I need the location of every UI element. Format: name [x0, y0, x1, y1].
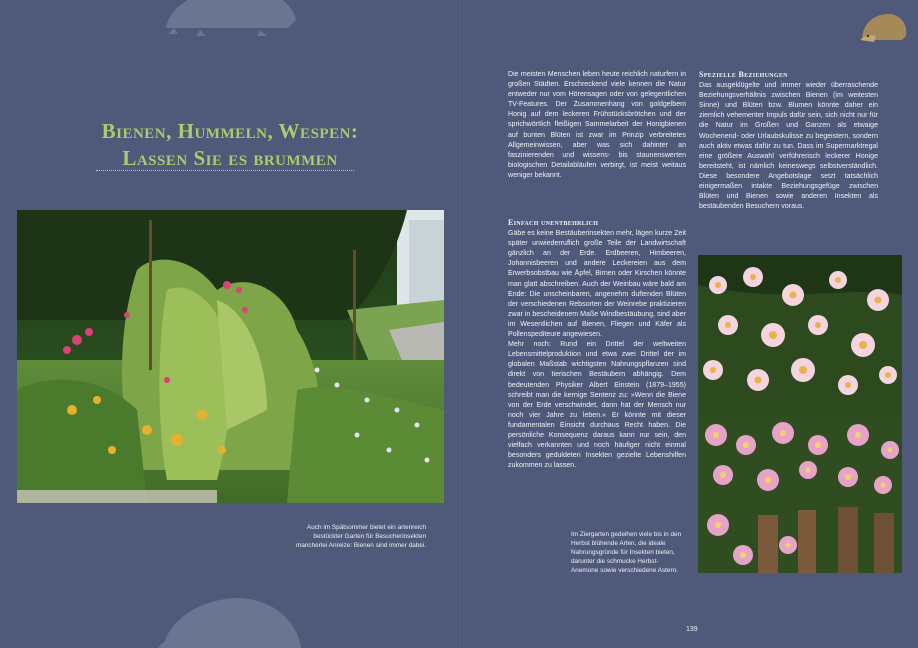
title-divider	[96, 170, 354, 171]
caption-right-line: Nahrungsgründe für Insekten bieten,	[571, 549, 675, 556]
hedgehog-silhouette-top	[160, 0, 300, 36]
hedgehog-silhouette-bottom	[156, 592, 306, 648]
intro-paragraph: Die meisten Menschen leben heute reichlich naturfern in großen Städten. Erschreckend viele kennen die Natur entweder nur vom Hörensagen oder von gelegentlichen TV-Features. Der Zusammenhang von goldgelbem Honig auf dem leckeren Frühstücksbrötchen und der sprichwörtlich fleißigen Sammelarbeit der Honigbienen auf bunten Blüten ist zwar im Prinzip verbreitetes Allgemeinwissen, aber was sich dahinter an faszinierenden und wissens- bis staunenswerten biologischen Detailabläufen verbirgt, ist meist weitaus weniger bekannt.	[508, 71, 686, 179]
section-heading-spezielle: Spezielle Beziehungen	[699, 70, 788, 79]
section-heading-einfach: Einfach unentbehrlich	[508, 218, 599, 227]
caption-right	[571, 530, 681, 575]
caption-right-line: Herbst blühende Arten, die ideale	[571, 540, 666, 547]
caption-left	[296, 523, 426, 550]
garden-photo	[17, 210, 444, 503]
caption-left-line: mancherlei Anreize: Bienen sind immer dabei.	[296, 542, 427, 549]
section1-paragraph-1: Gäbe es keine Bestäuberinsekten mehr, lägen kurze Zeit später unwiederruflich große Teile der Landwirtschaft gänzlich an der Erde. Erdbeeren, Himbeeren, Johannisbeeren und andere Leckereien aus dem Erwerbsobstbau wie Äpfel, Birnen oder Kirschen könnte man glatt abschreiben. Auch der Weinbau wäre bald am Ende: Die unscheinbaren, angenehm duftenden Blüten der verschiedenen Rebsorten der Weinrebe praktizieren zwar in bescheidenem Maße Windbestäubung, sind aber im Wesentlichen auf Bienen, Fliegen und Käfer als Pollenspediteure angewiesen.	[508, 230, 686, 339]
text-column-middle	[508, 70, 686, 181]
text-column-right	[699, 70, 878, 212]
hedgehog-logo-icon	[858, 10, 910, 46]
chapter-title	[60, 118, 400, 172]
aster-photo	[698, 415, 902, 573]
caption-right-line: Anemone sowie verschiedene Astern.	[571, 567, 678, 574]
caption-right-line: Im Ziergarten gedeihen viele bis in den	[571, 531, 682, 538]
caption-left-line: bestückter Garten für Besucherinsekten	[313, 533, 427, 540]
chapter-title-line-2: Lassen Sie es brummen	[122, 146, 338, 170]
caption-left-line: Auch im Spätsommer bietet ein artenreich	[307, 524, 427, 531]
text-column-middle-lower	[508, 218, 686, 471]
chapter-title-line-1: Bienen, Hummeln, Wespen:	[101, 119, 359, 143]
section1-paragraph-2: Mehr noch: Rund ein Drittel der weltweiten Lebensmittelproduktion und etwa zwei Drittel der im globalen Maßstab wichtigsten Nahrungspflanzen sind direkt von tierischen Bestäubern abhängig. Dem bedeutenden Physiker Albert Einstein (1879–1955) schreibt man die kernige Sentenz zu: »Wenn die Biene von der Erde verschwindet, dann hat der Mensch nur noch vier Jahre zu leben.« Er könnte mit dieser fundamentalen Einsicht durchaus Recht haben. Die persönliche Konsequenz daraus kann nur sein, den vielfach verkannten und noch häufiger nicht einmal besonders geduldeten Insekten gezielte Lebenshilfen zukommen zu lassen.	[508, 341, 686, 470]
page-gutter	[458, 0, 460, 648]
page-number: 139	[686, 626, 698, 633]
anemone-photo	[698, 255, 902, 415]
section2-paragraph: Das ausgeklügelte und immer wieder überraschende Beziehungsverhältnis zwischen Bienen (im weitesten Sinne) und Blüten bzw. Blumen könnte daher ein ziemlich vehementer Impuls dafür sein, sich nicht nur für die Natur im Großen und Ganzen als etwaige Wochenend- oder Urlaubskulisse zu begeistern, sondern auch aktiv etwas dafür zu tun. Dass im Supermarktregal eine größere Auswahl verführerisch leckerer Honige bereitsteht, ist nämlich keineswegs selbstverständlich. Diese besondere Angebotslage setzt tatsächlich einigermaßen intakte Beziehungsgefüge zwischen Blüten und Bienen sowie anderen Insekten als bestäubenden Besuchern voraus.	[699, 82, 878, 211]
caption-right-line: darunter die schmucke Herbst-	[571, 558, 659, 565]
